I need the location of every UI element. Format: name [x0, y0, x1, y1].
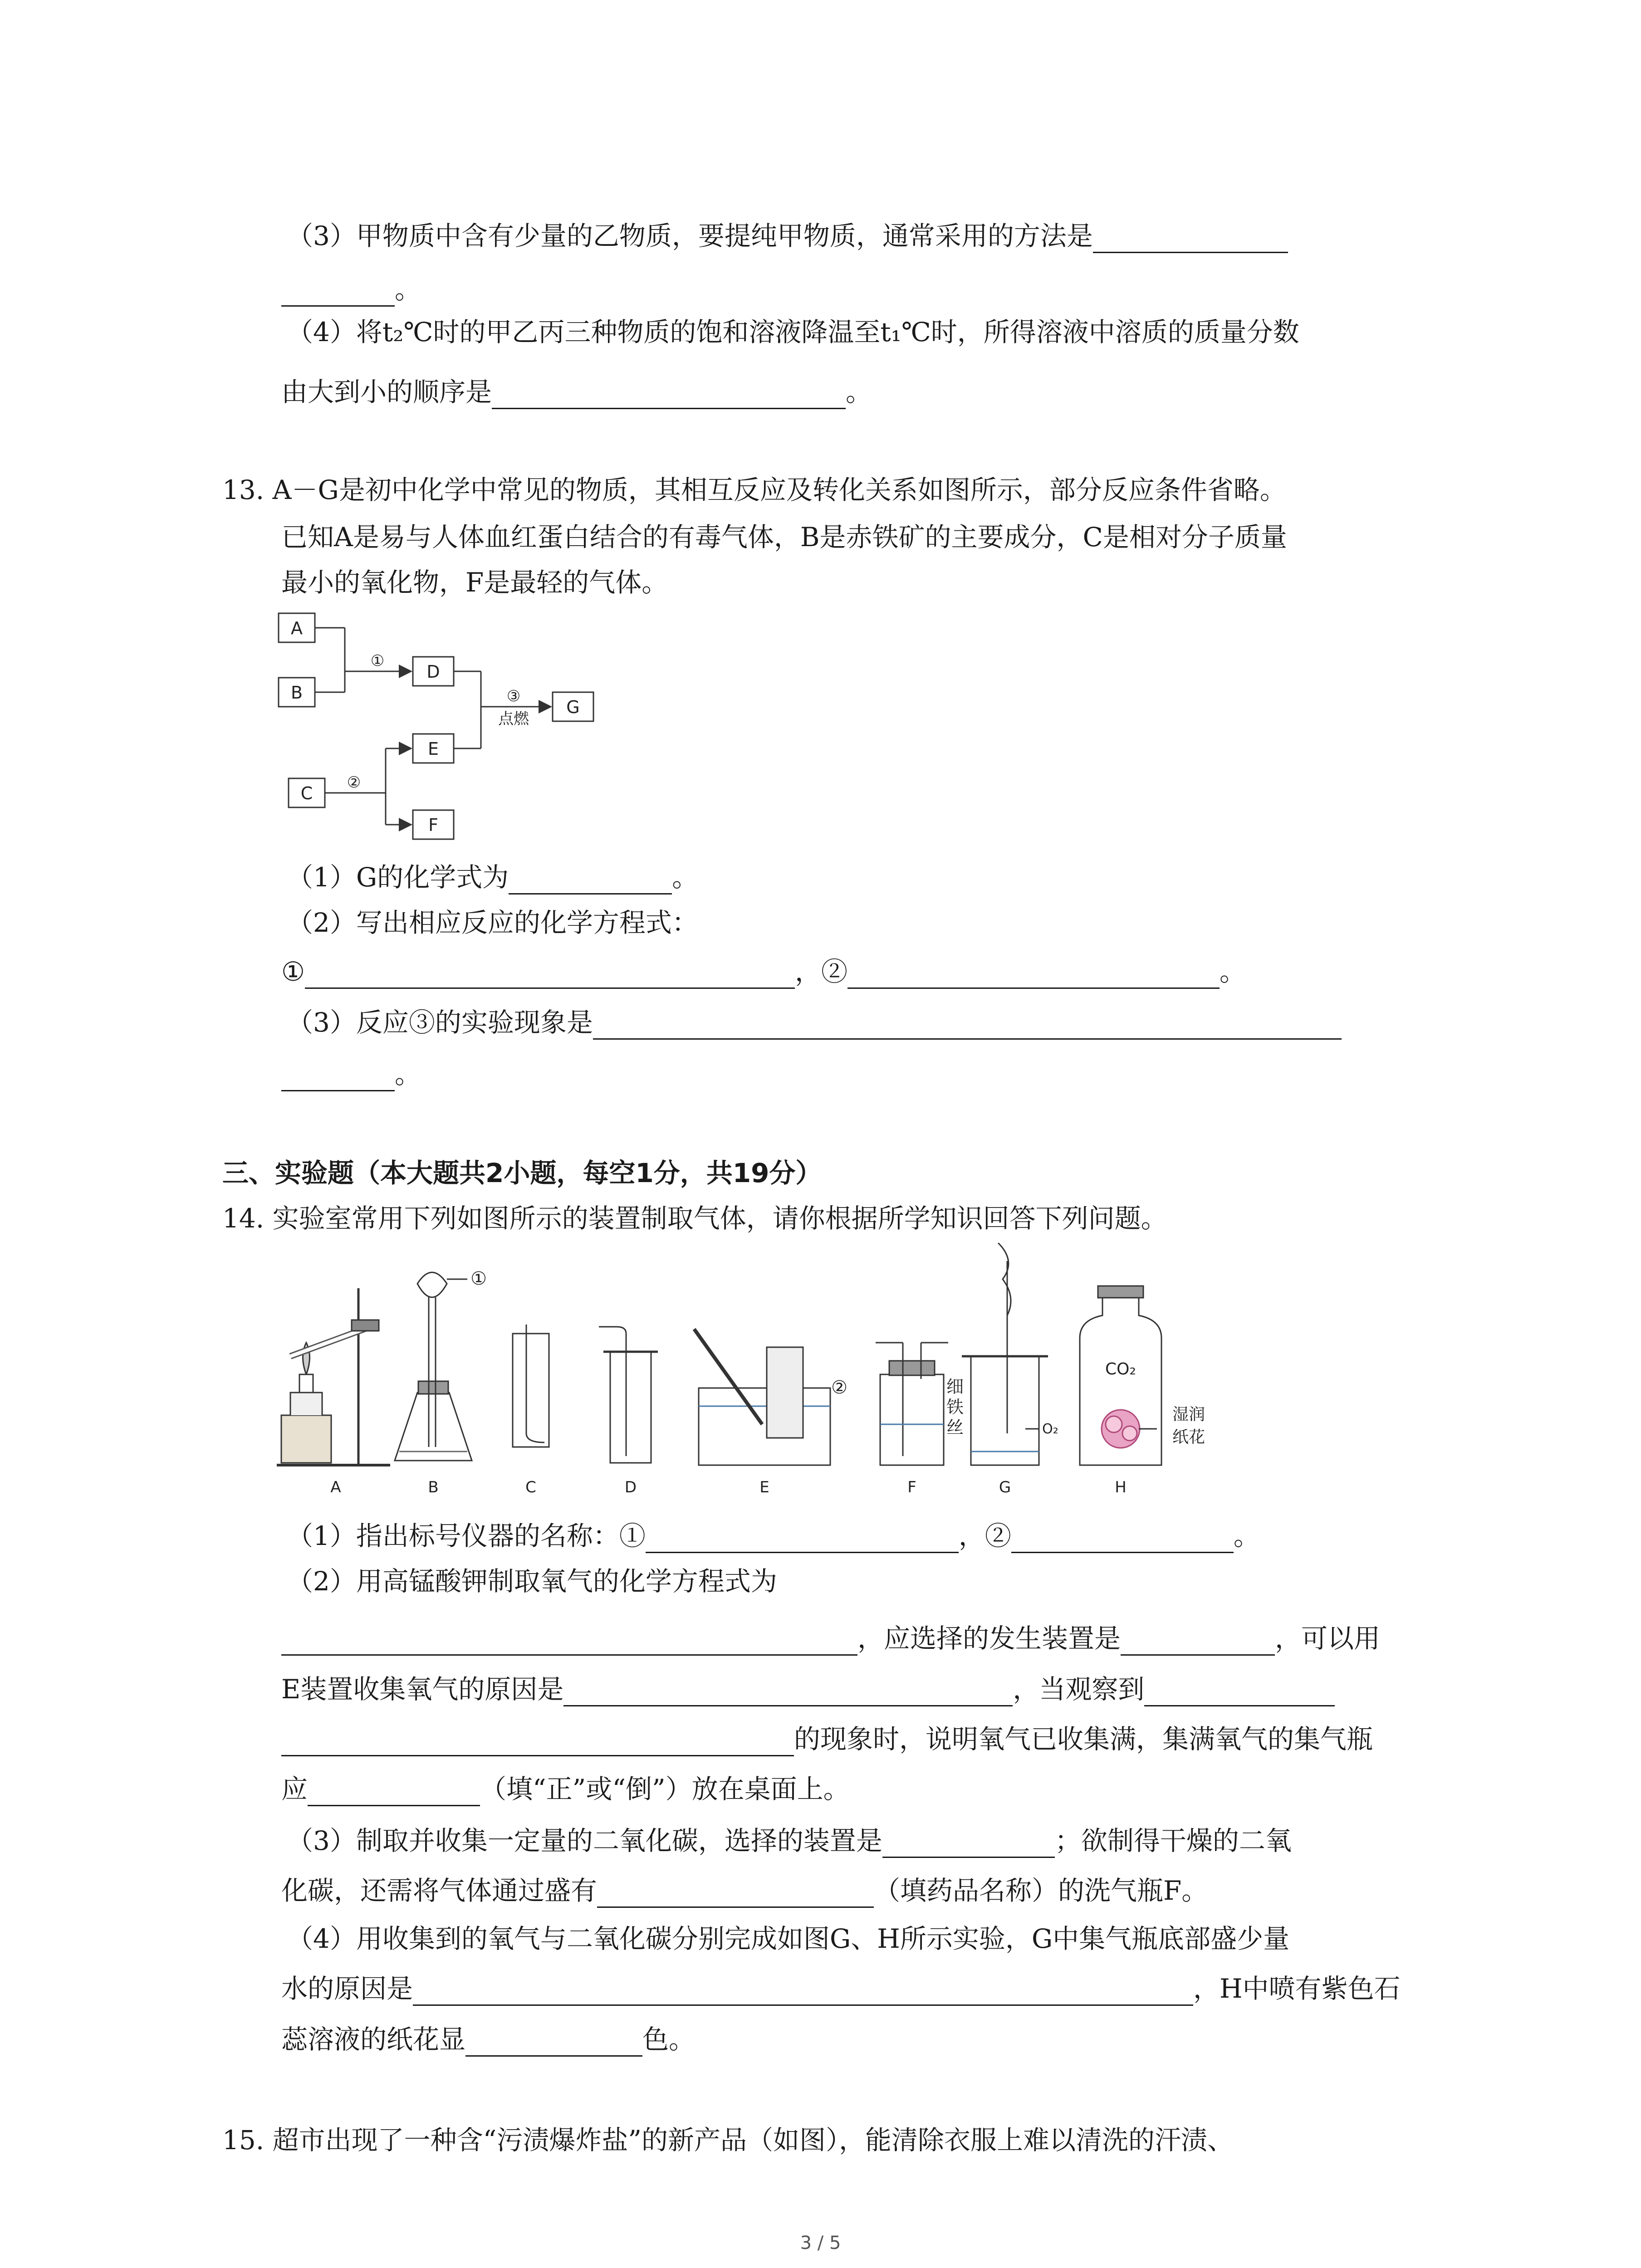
q13-line2: 已知A是易与人体血红蛋白结合的有毒气体，B是赤铁矿的主要成分，C是相对分子质量 [281, 522, 1287, 552]
box-B-label: B [290, 683, 303, 703]
reaction-3-label: ③ [506, 687, 521, 705]
iron-wire-label-2: 铁 [946, 1397, 964, 1417]
answer-blank[interactable] [281, 1063, 395, 1091]
answer-blank[interactable] [308, 1778, 480, 1806]
box-A-label: A [291, 618, 303, 638]
mark-2: ② [831, 1377, 847, 1398]
answer-blank[interactable] [1144, 1678, 1335, 1706]
wet-paper-label-2: 纸花 [1172, 1428, 1205, 1447]
answer-blank[interactable] [281, 278, 395, 307]
q13-part3-end: 。 [281, 1057, 421, 1091]
apparatus-label-A: A [330, 1478, 341, 1496]
q12-part4: （4）将t₂℃时的甲乙丙三种物质的饱和溶液降温至t₁℃时，所得溶液中溶质的质量分数 [287, 317, 1299, 347]
answer-blank[interactable] [492, 381, 846, 409]
answer-blank[interactable] [413, 1977, 1193, 2006]
apparatus-D [599, 1327, 658, 1463]
answer-blank[interactable] [597, 1879, 874, 1908]
q14-part2-line2: ，应选择的发生装置是 ，可以用 [281, 1621, 1380, 1656]
apparatus-label-C: C [525, 1478, 536, 1496]
q13-part3: （3）反应③的实验现象是 [287, 1005, 1342, 1040]
q14-apparatus-figure [272, 1243, 1230, 1515]
ignition-label: 点燃 [498, 710, 529, 728]
q15-line1: 15. 超市出现了一种含“污渍爆炸盐”的新产品（如图），能清除衣服上难以清洗的汗渍、 [222, 2125, 1234, 2156]
mark-1: ① [470, 1268, 487, 1289]
wet-paper-label-1: 湿润 [1172, 1405, 1205, 1424]
answer-blank[interactable] [465, 2028, 642, 2057]
oxygen-label: O₂ [1042, 1421, 1058, 1437]
answer-blank[interactable] [882, 1829, 1055, 1858]
answer-blank[interactable] [281, 1627, 857, 1656]
answer-blank[interactable] [1121, 1627, 1275, 1656]
iron-wire-label-1: 细 [946, 1377, 964, 1397]
box-F-label: F [428, 815, 438, 835]
box-D-label: D [426, 662, 440, 682]
q14-part4-line2: 水的原因是 ，H中喷有紫色石 [281, 1971, 1401, 2006]
apparatus-label-B: B [428, 1478, 439, 1496]
q14-part4-line3: 蕊溶液的纸花显 色。 [281, 2022, 695, 2057]
answer-blank[interactable] [1011, 1525, 1234, 1553]
q14-part2-line5: 应 （填“正”或“倒”）放在桌面上。 [281, 1772, 850, 1806]
q13-part2-equations: ① ，② 。 [281, 954, 1246, 989]
apparatus-label-E: E [759, 1478, 769, 1496]
answer-blank[interactable] [593, 1011, 1342, 1040]
apparatus-label-D: D [624, 1478, 637, 1496]
apparatus-B [395, 1272, 472, 1461]
apparatus-label-F: F [907, 1478, 916, 1496]
q14-part4-line1: （4）用收集到的氧气与二氧化碳分别完成如图G、H所示实验，G中集气瓶底部盛少量 [287, 1923, 1290, 1954]
q14-part3-line1: （3）制取并收集一定量的二氧化碳，选择的装置是 ；欲制得干燥的二氧 [287, 1823, 1292, 1858]
answer-blank[interactable] [847, 960, 1220, 989]
answer-blank[interactable] [646, 1525, 959, 1553]
apparatus-label-G: G [999, 1478, 1011, 1496]
box-C-label: C [300, 783, 313, 803]
q14-part1: （1）指出标号仪器的名称：① ，② 。 [287, 1519, 1260, 1553]
apparatus-E [694, 1329, 830, 1465]
q14-part2-line3: E装置收集氧气的原因是 ，当观察到 [281, 1672, 1335, 1706]
iron-wire-label-3: 丝 [946, 1418, 964, 1437]
q13-part1: （1）G的化学式为 。 [287, 860, 698, 894]
apparatus-A [277, 1288, 390, 1465]
answer-blank[interactable] [1093, 225, 1288, 253]
answer-blank[interactable] [563, 1678, 1013, 1706]
apparatus-C [513, 1325, 549, 1447]
apparatus-F [876, 1343, 948, 1465]
q13-part2: （2）写出相应反应的化学方程式： [287, 907, 698, 938]
answer-blank[interactable] [509, 866, 672, 894]
q13-line3: 最小的氧化物，F是最轻的气体。 [281, 567, 668, 598]
section-heading: 三、实验题（本大题共2小题，每空1分，共19分） [222, 1158, 822, 1188]
q14-part3-line2: 化碳，还需将气体通过盛有 （填药品名称）的洗气瓶F。 [281, 1873, 1208, 1908]
q13-line1: 13. A－G是初中化学中常见的物质，其相互反应及转化关系如图所示，部分反应条件省略。 [222, 474, 1286, 505]
q12-part3: （3）甲物质中含有少量的乙物质，要提纯甲物质，通常采用的方法是 [287, 219, 1288, 253]
q14-intro: 14. 实验室常用下列如图所示的装置制取气体，请你根据所学知识回答下列问题。 [222, 1203, 1167, 1234]
answer-blank[interactable] [305, 960, 795, 989]
reaction-1-label: ① [370, 652, 385, 670]
apparatus-label-H: H [1115, 1478, 1127, 1496]
q14-part2: （2）用高锰酸钾制取氧气的化学方程式为 [287, 1566, 777, 1597]
box-E-label: E [427, 739, 439, 759]
reaction-2-label: ② [347, 773, 361, 792]
co2-label: CO₂ [1105, 1360, 1136, 1378]
answer-blank[interactable] [281, 1728, 794, 1756]
box-G-label: G [566, 697, 580, 717]
page-number: 3 / 5 [800, 2233, 841, 2253]
q12-part4-line2: 由大到小的顺序是 。 [281, 375, 872, 409]
q14-part2-line4: 的现象时，说明氧气已收集满，集满氧气的集气瓶 [281, 1722, 1373, 1756]
q12-part3-end: 。 [281, 272, 421, 307]
q13-reaction-diagram [272, 608, 617, 862]
apparatus-G [962, 1243, 1048, 1465]
